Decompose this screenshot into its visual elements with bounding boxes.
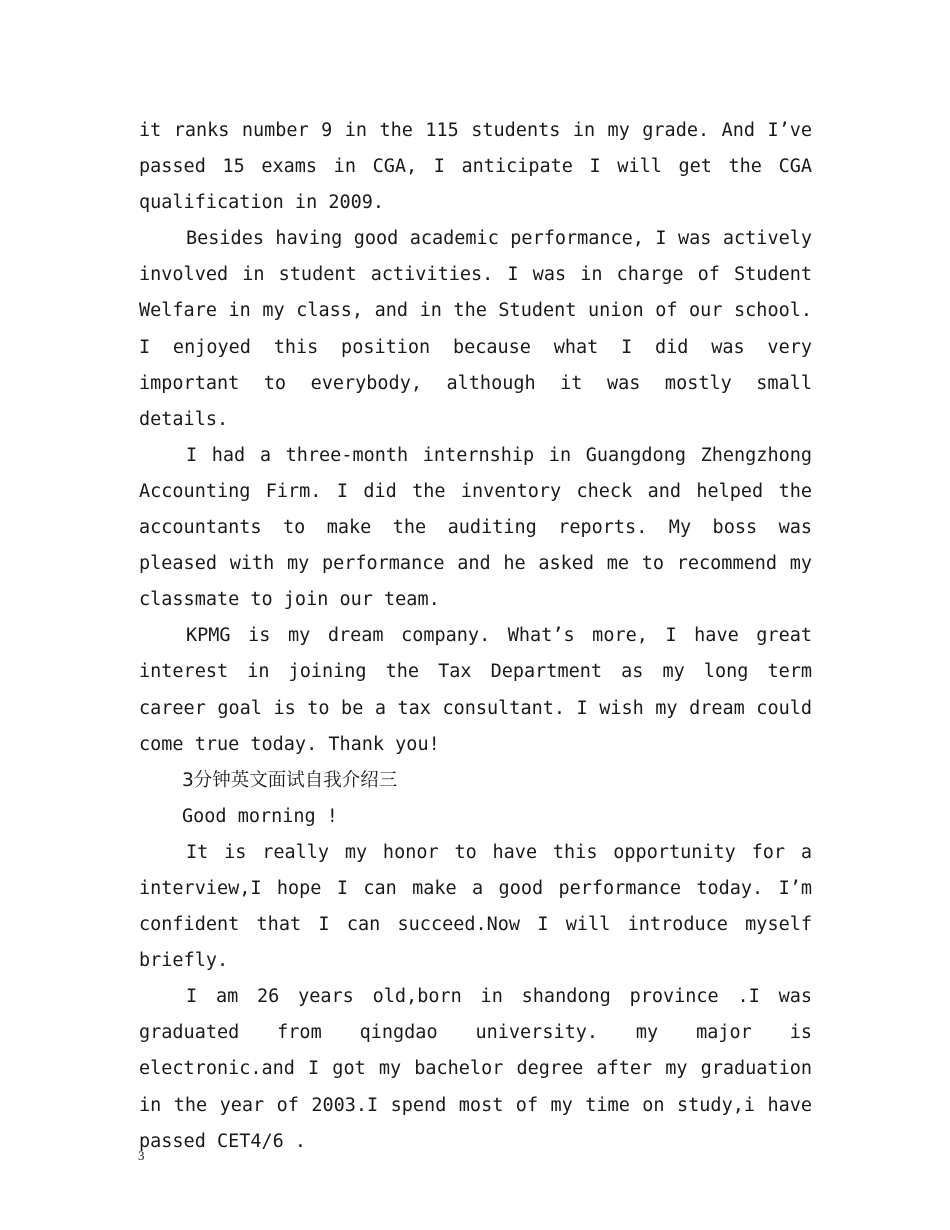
paragraph-dream-company: KPMG is my dream company. What’s more, I have great interest in joining the Tax Department as my long term career goal is to be a tax consultant. I wish my dream could come true today. Thank you! [139,625,812,755]
paragraph-student-activities: Besides having good academic performance, I was actively involved in student activities. I was in charge of Student Welfare in my class, and in the Student union of our school. I enjoyed this position because what I did was very important to everybody, although it was mostly small details. [139,228,812,430]
page-number: 3 [138,1148,145,1163]
paragraph-internship: I had a three-month internship in Guangdong Zhengzhong Accounting Firm. I did the inventory check and helped the accountants to make the auditing reports. My boss was pleased with my performance and he asked me to recommend my classmate to join our team. [139,444,812,611]
section-heading: 3分钟英文面试自我介绍三 [182,769,398,791]
paragraph-greeting: Good morning ! [182,805,338,827]
paragraph-academic-ranking: it ranks number 9 in the 115 students in my grade. And I’ve passed 15 exams in CGA, I anticipate I will get the CGA qualification in 2009. [139,120,812,214]
paragraph-opening: It is really my honor to have this opportunity for a interview,I hope I can make a good performance today. I’m confident that I can succeed.Now I will introduce myself briefly. [139,841,812,972]
paragraph-background: I am 26 years old,born in shandong province .I was graduated from qingdao university. my major is electronic.and I got my bachelor degree after my graduation in the year of 2003.I spend most of my time on study,i have passed CET4/6 . [139,986,812,1152]
body-text [139,113,812,1160]
